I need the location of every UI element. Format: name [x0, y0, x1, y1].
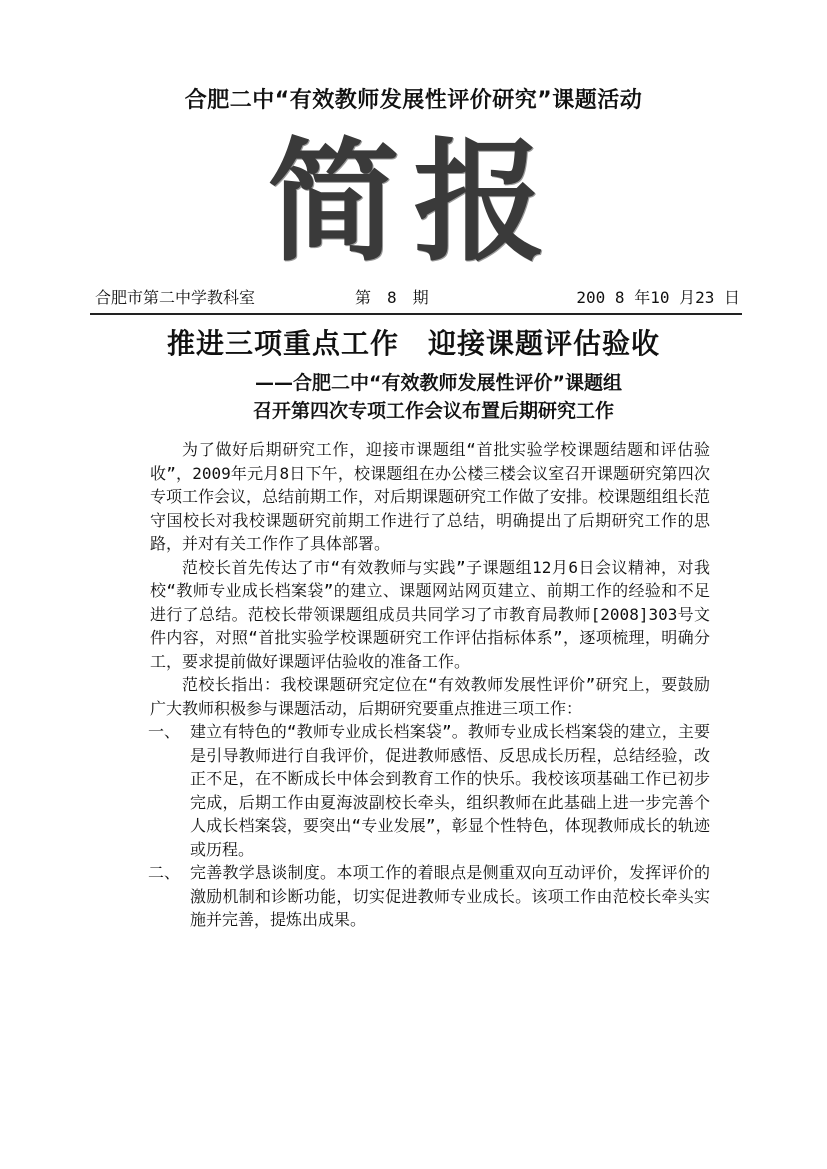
- article-title: 推进三项重点工作 迎接课题评估验收: [166, 327, 660, 360]
- list-item-text: 完善教学恳谈制度。本项工作的着眼点是侧重双向互动评价，发挥评价的激励机制和诊断功能，切实促进教师专业成长。该项工作由范校长牵头实施并完善，提炼出成果。: [190, 863, 710, 929]
- body-paragraph-2: 范校长首先传达了市“有效教师与实践”子课题组12月6日会议精神，对我校“教师专业成长档案袋”的建立、课题网站网页建立、前期工作的经验和不足进行了总结。范校长带领课题组成员共同学习了市教育局教师[2008]303号文件内容，对照“首批实验学校课题研究工作评估指标体系”，逐项梳理，明确分工，要求提前做好课题评估验收的准备工作。: [150, 557, 710, 671]
- list-item: [150, 720, 710, 861]
- issue-info-row: [95, 285, 740, 309]
- issue-number: 第 8 期: [355, 288, 429, 307]
- list-item: [150, 861, 710, 932]
- article-subtitle-line2: 召开第四次专项工作会议布置后期研究工作: [252, 400, 614, 422]
- article-subtitle-line1: ——合肥二中“有效教师发展性评价”课题组: [255, 372, 622, 394]
- issue-date: 200 8 年10 月23 日: [576, 288, 740, 307]
- body-paragraph-1: 为了做好后期研究工作，迎接市课题组“首批实验学校课题结题和评估验收”，2009年元月8日下午，校课题组在办公楼三楼会议室召开课题研究第四次专项工作会议，总结前期工作，对后期课题研究工作做了安排。校课题组组长范守国校长对我校课题研究前期工作进行了总结，明确提出了后期研究工作的思路，并对有关工作作了具体部署。: [150, 440, 711, 553]
- list-item-marker: 二、: [148, 863, 181, 882]
- header-divider: [90, 313, 742, 315]
- department-name: 合肥市第二中学教科室: [95, 288, 256, 307]
- article-body: [150, 438, 710, 932]
- body-paragraph-3: 范校长指出：我校课题研究定位在“有效教师发展性评价”研究上，要鼓励广大教师积极参与课题活动，后期研究要重点推进三项工作：: [150, 675, 710, 718]
- key-tasks-list: [150, 720, 710, 932]
- project-header: 合肥二中“有效教师发展性评价研究”课题活动: [184, 88, 643, 113]
- list-item-text: 建立有特色的“教师专业成长档案袋”。教师专业成长档案袋的建立，主要是引导教师进行自我评价，促进教师感悟、反思成长历程，总结经验，改正不足，在不断成长中体会到教育工作的快乐。我校该项基础工作已初步完成，后期工作由夏海波副校长牵头，组织教师在此基础上进一步完善个人成长档案袋，要突出“专业发展”，彰显个性特色，体现教师成长的轨迹或历程。: [190, 722, 710, 859]
- masthead-title: 简报: [267, 125, 560, 280]
- list-item-marker: 一、: [148, 722, 181, 741]
